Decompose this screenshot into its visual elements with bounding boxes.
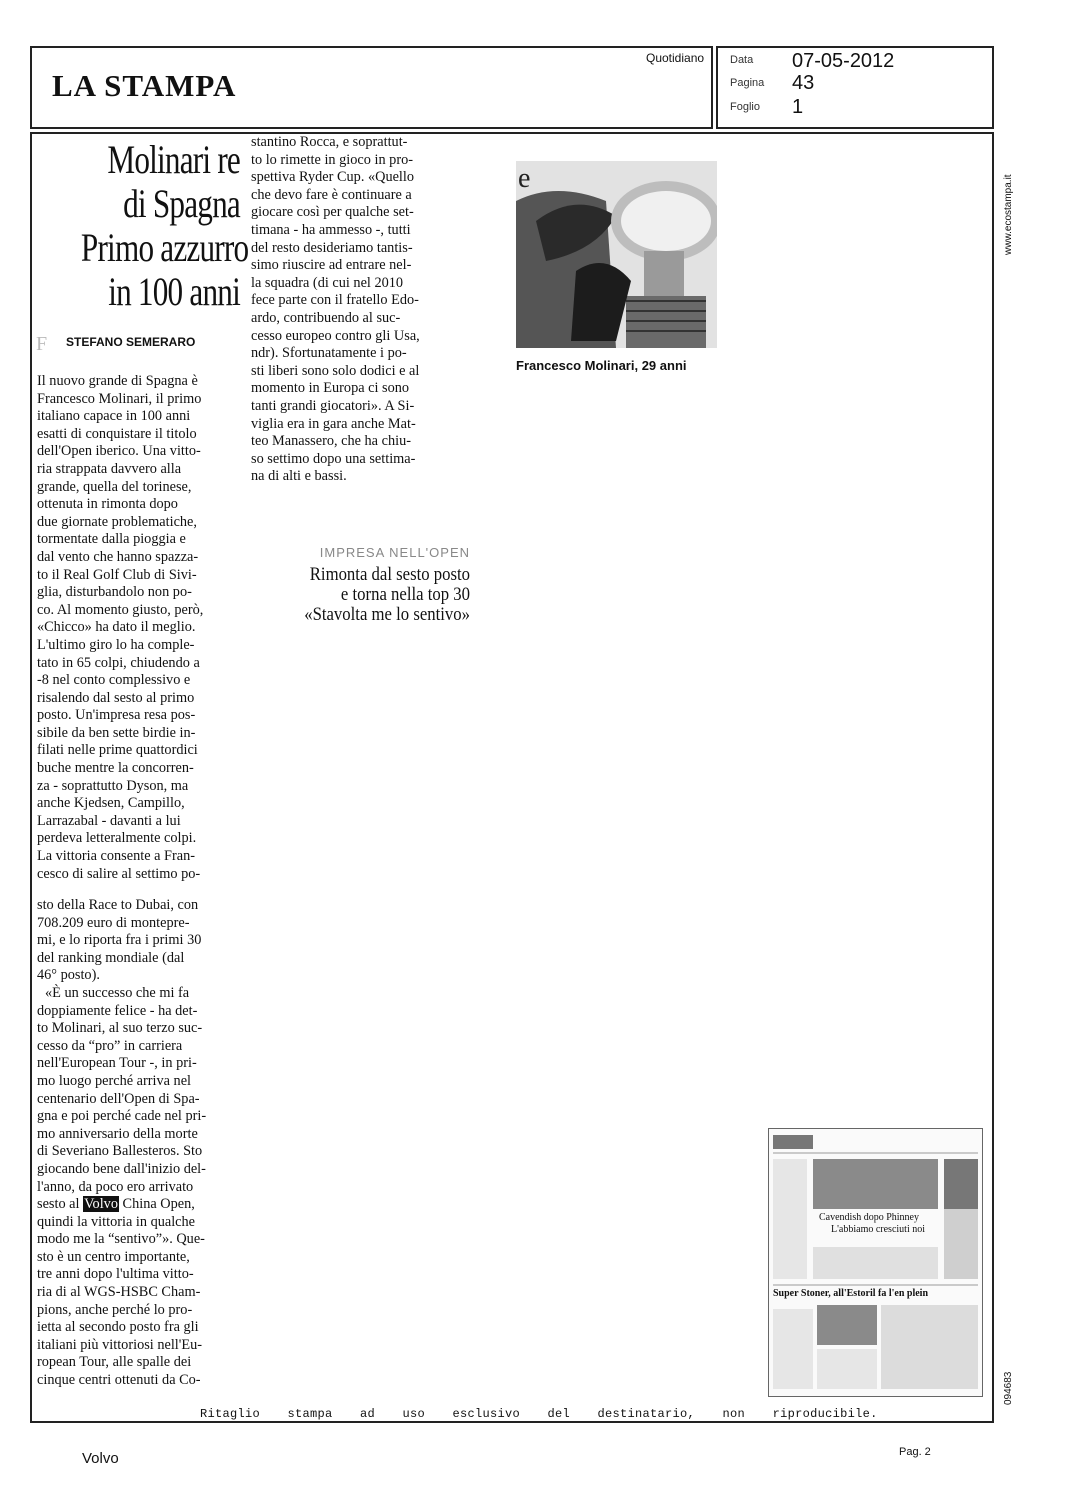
text-line: -8 nel conto complessivo e bbox=[37, 672, 191, 689]
text-line: ria di al WGS-HSBC Cham- bbox=[37, 1284, 201, 1301]
text-line: la squadra (di cui nel 2010 bbox=[251, 274, 404, 291]
text-line: co. Al momento giusto, però, bbox=[37, 601, 204, 618]
byline: STEFANO SEMERARO bbox=[66, 335, 196, 349]
client-name: Volvo bbox=[82, 1450, 119, 1467]
text-line: italiani più vittoriosi nell'Eu- bbox=[37, 1336, 202, 1353]
text-line: «È un successo che mi fa bbox=[45, 984, 190, 1001]
text-line: doppiamente felice - ha det- bbox=[37, 1002, 198, 1019]
svg-text:e: e bbox=[518, 163, 531, 194]
photo-caption: Francesco Molinari, 29 anni bbox=[516, 358, 687, 373]
text-line: pions, anche perché lo pro- bbox=[37, 1301, 193, 1318]
thumbnail-headline-2: L'abbiamo cresciuti noi bbox=[831, 1224, 925, 1235]
text-line: risalendo dal sesto al primo bbox=[37, 689, 195, 706]
text-line: filati nelle prime quattordici bbox=[37, 742, 198, 759]
article-headline bbox=[80, 137, 249, 314]
subhead-line: e torna nella top 30 bbox=[340, 584, 470, 605]
text-line: momento in Europa ci sono bbox=[251, 380, 410, 397]
page-value: 43 bbox=[792, 72, 815, 94]
text-line: Il nuovo grande di Spagna è bbox=[37, 373, 198, 389]
side-url-text: www.ecostampa.it bbox=[1003, 174, 1014, 255]
text-line: giocando bene dall'inizio del- bbox=[37, 1160, 206, 1177]
text-line: perdeva letteralmente colpi. bbox=[37, 830, 197, 847]
article-column-1 bbox=[37, 373, 240, 883]
text-line: ottenuta in rimonta dopo bbox=[37, 496, 178, 513]
thumbnail-headline-1: Cavendish dopo Phinney bbox=[819, 1212, 919, 1223]
text-line: tato in 65 colpi, chiudendo a bbox=[37, 654, 200, 671]
text-line: modo me la “sentivo”». Que- bbox=[37, 1231, 205, 1248]
text-line: tanti grandi giocatori». A Si- bbox=[251, 397, 415, 414]
text-line: esatti di conquistare il titolo bbox=[37, 425, 197, 442]
publication-type: Quotidiano bbox=[646, 51, 705, 65]
article-column-1-continued bbox=[37, 897, 240, 1390]
text-line: cesco di salire al settimo po- bbox=[37, 865, 201, 882]
text-line: spettiva Ryder Cup. «Quello bbox=[251, 169, 415, 186]
text-line: due giornate problematiche, bbox=[37, 513, 197, 530]
text-line: Francesco Molinari, il primo bbox=[37, 390, 202, 407]
page-label: Pagina bbox=[730, 77, 765, 89]
text-line: stantino Rocca, e soprattut- bbox=[251, 134, 408, 150]
text-line: del resto desideriamo tantis- bbox=[251, 239, 413, 256]
text-line: za - soprattutto Dyson, ma bbox=[37, 777, 189, 794]
text-fragment: sesto al bbox=[37, 1196, 84, 1213]
page-number: Pag. 2 bbox=[899, 1446, 931, 1458]
text-line: l'anno, da poco ero arrivato bbox=[37, 1178, 194, 1195]
text-line: fece parte con il fratello Edo- bbox=[251, 292, 419, 309]
text-line: mi, e lo riporta fra i primi 30 bbox=[37, 932, 202, 949]
text-line: anche Kjedsen, Campillo, bbox=[37, 795, 185, 812]
text-line: del ranking mondiale (dal bbox=[37, 949, 185, 966]
text-line: teo Manassero, che ha chiu- bbox=[251, 433, 411, 450]
text-line: posto. Un'impresa resa pos- bbox=[37, 707, 196, 724]
text-line: nell'European Tour -, in pri- bbox=[37, 1055, 197, 1072]
text-line: na di alti e bassi. bbox=[251, 468, 347, 485]
volvo-highlight: Volvo bbox=[84, 1196, 118, 1213]
text-line: mo anniversario della morte bbox=[37, 1125, 198, 1142]
sheet-value: 1 bbox=[792, 96, 804, 118]
text-line: gna e poi perché cade nel pri- bbox=[37, 1108, 207, 1125]
page-thumbnail bbox=[768, 1128, 983, 1397]
text-line: L'ultimo giro lo ha comple- bbox=[37, 636, 195, 653]
text-line: sibile da ben sette birdie in- bbox=[37, 724, 196, 741]
text-line: glia, disturbandolo non po- bbox=[37, 584, 192, 601]
text-line: 708.209 euro di montepre- bbox=[37, 914, 190, 931]
text-line: to Molinari, al suo terzo suc- bbox=[37, 1020, 203, 1037]
photo-illustration bbox=[516, 161, 717, 348]
text-line: cesso da “pro” in carriera bbox=[37, 1037, 183, 1054]
text-line: «Chicco» ha dato il meglio. bbox=[37, 619, 196, 636]
text-line: sto è un centro importante, bbox=[37, 1248, 190, 1265]
text-line: to il Real Golf Club di Sivi- bbox=[37, 566, 197, 583]
headline-line: Molinari re bbox=[107, 137, 240, 182]
text-line: so settimo dopo una settima- bbox=[251, 450, 416, 467]
newspaper-logo: LA STAMPA bbox=[52, 68, 237, 103]
text-fragment: China Open, bbox=[118, 1196, 195, 1213]
text-line: ropean Tour, alle spalle dei bbox=[37, 1354, 192, 1371]
volvo-line bbox=[37, 1196, 240, 1214]
text-line: giocare così per qualche set- bbox=[251, 204, 414, 221]
date-value: 07-05-2012 bbox=[792, 50, 895, 72]
copyright-notice: Ritaglio stampa ad uso esclusivo del destinatario, non riproducibile. bbox=[200, 1407, 878, 1421]
date-label: Data bbox=[730, 54, 754, 66]
side-code bbox=[1003, 1365, 1017, 1405]
thumbnail-graphic bbox=[769, 1129, 982, 1396]
section-kicker: IMPRESA NELL'OPEN bbox=[319, 545, 470, 560]
text-line: grande, quella del torinese, bbox=[37, 478, 192, 495]
text-line: sti liberi sono solo dodici e al bbox=[251, 362, 420, 379]
article-column-2 bbox=[251, 134, 470, 486]
text-line: viglia era in gara anche Mat- bbox=[251, 415, 416, 432]
text-line: sto della Race to Dubai, con bbox=[37, 897, 199, 913]
text-line: simo riuscire ad entrare nel- bbox=[251, 257, 412, 274]
headline-line: Primo azzurro bbox=[80, 225, 249, 270]
text-line: 46° posto). bbox=[37, 967, 100, 984]
text-line: timana - ha ammesso -, tutti bbox=[251, 221, 411, 238]
text-line: cesso europeo contro gli Usa, bbox=[251, 327, 420, 344]
text-line: quindi la vittoria in qualche bbox=[37, 1213, 196, 1230]
text-line: ndr). Sfortunatamente i po- bbox=[251, 345, 407, 362]
headline-line: in 100 anni bbox=[108, 269, 240, 314]
text-line: buche mentre la concorren- bbox=[37, 760, 194, 777]
headline-line: di Spagna bbox=[123, 181, 240, 226]
text-line: cinque centri ottenuti da Co- bbox=[37, 1372, 201, 1389]
text-line: dal vento che hanno spazza- bbox=[37, 548, 199, 565]
golfer-trophy-photo bbox=[516, 161, 717, 348]
text-line: to lo rimette in gioco in pro- bbox=[251, 151, 413, 168]
sheet-label: Foglio bbox=[730, 101, 760, 113]
text-line: Larrazabal - davanti a lui bbox=[37, 812, 181, 829]
text-line: mo luogo perché arriva nel bbox=[37, 1072, 192, 1089]
text-line: italiano capace in 100 anni bbox=[37, 408, 191, 425]
text-line: che devo fare è continuare a bbox=[251, 186, 412, 203]
side-code-text: 094683 bbox=[1003, 1371, 1014, 1405]
text-line: tormentate dalla pioggia e bbox=[37, 531, 186, 548]
dropcap-mark: F bbox=[36, 333, 48, 355]
text-line: di Severiano Ballesteros. Sto bbox=[37, 1143, 203, 1160]
text-line: ria strappata davvero alla bbox=[37, 460, 182, 477]
subhead-line: «Stavolta me lo sentivo» bbox=[304, 604, 470, 625]
text-line: La vittoria consente a Fran- bbox=[37, 848, 195, 865]
subhead-line: Rimonta dal sesto posto bbox=[309, 564, 470, 585]
text-line: dell'Open iberico. Una vitto- bbox=[37, 443, 201, 460]
text-line: ietta al secondo posto fra gli bbox=[37, 1319, 199, 1336]
side-url bbox=[1003, 145, 1017, 255]
text-line: centenario dell'Open di Spa- bbox=[37, 1090, 200, 1107]
thumbnail-headline-3: Super Stoner, all'Estoril fa l'en plein bbox=[773, 1288, 929, 1299]
text-line: ardo, contribuendo al suc- bbox=[251, 309, 401, 326]
text-line: tre anni dopo l'ultima vitto- bbox=[37, 1266, 194, 1283]
article-subheadline bbox=[287, 565, 470, 625]
